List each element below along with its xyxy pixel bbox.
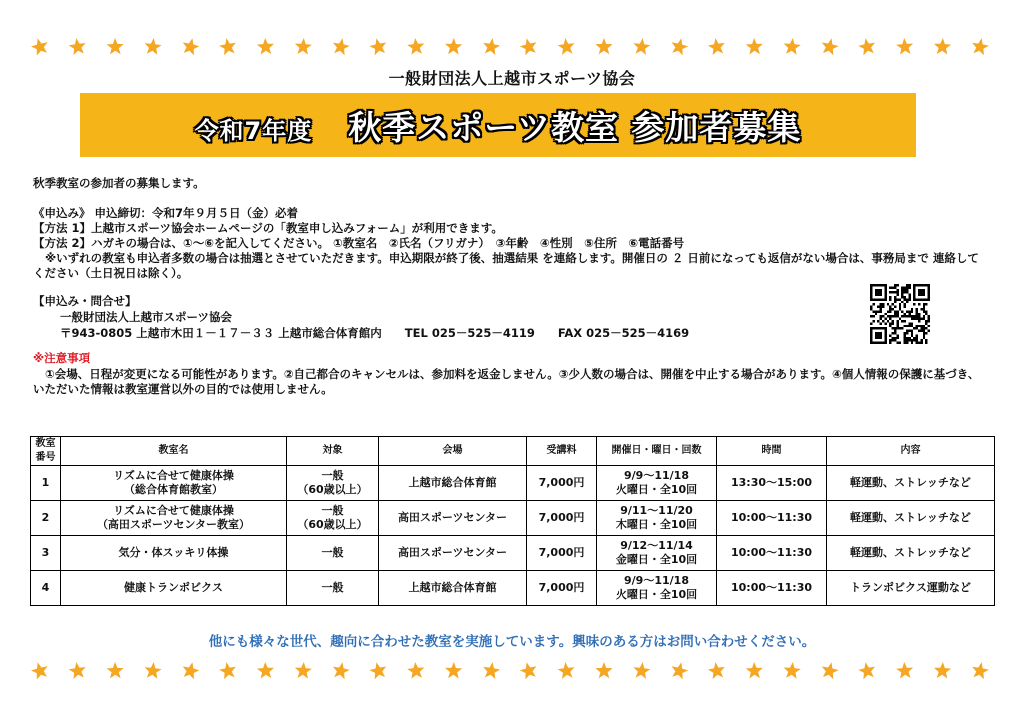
star-icon — [257, 38, 274, 55]
star-icon — [407, 662, 424, 679]
star-icon — [858, 662, 875, 679]
title-banner — [80, 93, 916, 157]
contact-heading: 【申込み・問合せ】 — [33, 294, 137, 308]
star-icon — [295, 662, 312, 679]
star-icon — [31, 38, 48, 55]
star-icon — [219, 662, 236, 679]
star-icon — [257, 662, 274, 679]
header-venue: 会場 — [379, 437, 527, 466]
table-row — [31, 466, 995, 501]
cell-date: 9/12～11/14 金曜日・全10回 — [597, 536, 717, 571]
star-icon — [107, 662, 124, 678]
star-icon — [746, 38, 763, 55]
cell-name: リズムに合せて健康体操 （高田スポーツセンター教室） — [61, 501, 287, 536]
cell-date: 9/11～11/20 木曜日・全10回 — [597, 501, 717, 536]
banner-title: 秋季スポーツ教室 参加者募集 — [348, 107, 802, 147]
intro-text: 秋季教室の参加者の募集します。 — [33, 176, 205, 190]
cell-target: 一般 — [287, 536, 379, 571]
cell-time: 13:30～15:00 — [717, 466, 827, 501]
star-icon — [746, 662, 763, 679]
star-icon — [445, 38, 462, 55]
star-icon — [633, 38, 650, 55]
star-icon — [69, 38, 86, 55]
star-icon — [69, 662, 86, 679]
cell-time: 10:00～11:30 — [717, 536, 827, 571]
star-icon — [333, 662, 350, 679]
cell-date: 9/9～11/18 火曜日・全10回 — [597, 571, 717, 606]
cell-target: 一般 （60歳以上） — [287, 466, 379, 501]
star-icon — [972, 662, 989, 679]
star-icon — [369, 38, 386, 55]
cell-fee: 7,000円 — [527, 536, 597, 571]
star-icon — [934, 662, 951, 679]
star-icon — [483, 38, 500, 55]
star-icon — [934, 38, 951, 55]
caution-body: ①会場、日程が変更になる可能性があります。②自己都合のキャンセルは、参加料を返金しません。③少人数の場合は、開催を中止する場合があります。④個人情報の保護に基づき、いただいた情報は教室運営以外の目的では使用しません。 — [33, 367, 980, 396]
star-icon — [672, 662, 689, 679]
table-row — [31, 571, 995, 606]
class-table — [30, 436, 995, 606]
organization-title: 一般財団法人上越市スポーツ協会 — [388, 69, 636, 88]
table-row — [31, 536, 995, 571]
star-icon — [708, 662, 725, 679]
star-icon — [595, 38, 612, 54]
star-icon — [219, 38, 236, 55]
cell-venue: 上越市総合体育館 — [379, 466, 527, 501]
star-icon — [295, 38, 312, 55]
cell-venue: 高田スポーツセンター — [379, 536, 527, 571]
star-icon — [520, 662, 537, 679]
star-icon — [558, 662, 575, 679]
caution-heading: ※注意事項 — [33, 351, 91, 365]
star-icon — [708, 38, 725, 55]
star-icon — [483, 662, 500, 679]
star-icon — [822, 38, 839, 55]
header-no: 教室番号 — [31, 437, 61, 466]
contact-name: 一般財団法人上越市スポーツ協会 — [60, 310, 233, 324]
star-icon — [520, 38, 537, 55]
star-icon — [445, 662, 462, 679]
star-icon — [858, 38, 875, 55]
application-method-2: 【方法 2】ハガキの場合は、①～⑥を記入してください。 ①教室名 ②氏名（フリガナ） ③年齢 ④性別 ⑤住所 ⑥電話番号 — [33, 236, 685, 250]
star-border-top — [30, 36, 990, 58]
star-icon — [558, 38, 575, 55]
star-icon — [183, 662, 200, 679]
cell-content: 軽運動、ストレッチなど — [827, 466, 995, 501]
cell-content: 軽運動、ストレッチなど — [827, 501, 995, 536]
header-date: 開催日・曜日・回数 — [597, 437, 717, 466]
cell-target: 一般 （60歳以上） — [287, 501, 379, 536]
star-icon — [972, 38, 989, 55]
star-icon — [672, 38, 689, 55]
star-icon — [784, 662, 801, 679]
header-time: 時間 — [717, 437, 827, 466]
cell-no: 1 — [31, 466, 61, 501]
contact-address: 〒943-0805 上越市木田１－１７－３３ 上越市総合体育館内 TEL 025－525－4119 FAX 025－525－4169 — [60, 326, 690, 340]
application-method-1: 【方法 1】上越市スポーツ協会ホームページの「教室申し込みフォーム」が利用できます。 — [33, 221, 503, 235]
closing-message: 他にも様々な世代、趣向に合わせた教室を実施しています。興味のある方はお問い合わせください。 — [208, 634, 816, 650]
application-note: ※いずれの教室も申込者多数の場合は抽選とさせていただきます。申込期限が終了後、抽選結果 を連絡します。開催日の ２ 日前になっても返信がない場合は、事務局まで 連絡してください（土日祝日は除く）。 — [33, 251, 979, 280]
star-icon — [145, 38, 162, 55]
cell-name: 気分・体スッキリ体操 — [61, 536, 287, 571]
star-icon — [183, 38, 200, 55]
star-border-bottom — [30, 660, 990, 682]
cell-time: 10:00～11:30 — [717, 501, 827, 536]
cell-no: 3 — [31, 536, 61, 571]
star-icon — [595, 662, 612, 678]
table-row — [31, 501, 995, 536]
application-deadline: 《申込み》 申込締切：令和7年９月５日（金）必着 — [33, 206, 299, 220]
cell-date: 9/9～11/18 火曜日・全10回 — [597, 466, 717, 501]
cell-no: 2 — [31, 501, 61, 536]
cell-name: リズムに合せて健康体操 （総合体育館教室） — [61, 466, 287, 501]
star-icon — [633, 662, 650, 679]
cell-fee: 7,000円 — [527, 466, 597, 501]
star-icon — [896, 38, 913, 55]
star-icon — [369, 662, 386, 679]
star-icon — [784, 38, 801, 55]
table-header-row — [31, 437, 995, 466]
cell-content: トランポビクス運動など — [827, 571, 995, 606]
cell-no: 4 — [31, 571, 61, 606]
qr-code — [870, 284, 930, 344]
cell-fee: 7,000円 — [527, 571, 597, 606]
cell-name: 健康トランポビクス — [61, 571, 287, 606]
star-icon — [407, 38, 424, 55]
star-icon — [31, 662, 48, 679]
star-icon — [822, 662, 839, 679]
cell-fee: 7,000円 — [527, 501, 597, 536]
cell-venue: 高田スポーツセンター — [379, 501, 527, 536]
cell-venue: 上越市総合体育館 — [379, 571, 527, 606]
header-fee: 受講料 — [527, 437, 597, 466]
header-target: 対象 — [287, 437, 379, 466]
banner-text — [195, 102, 802, 149]
banner-year: 令和7年度 — [194, 116, 313, 145]
star-icon — [896, 662, 913, 679]
star-icon — [333, 38, 350, 55]
header-name: 教室名 — [61, 437, 287, 466]
header-content: 内容 — [827, 437, 995, 466]
cell-target: 一般 — [287, 571, 379, 606]
cell-content: 軽運動、ストレッチなど — [827, 536, 995, 571]
star-icon — [145, 662, 162, 679]
cell-time: 10:00～11:30 — [717, 571, 827, 606]
star-icon — [107, 38, 124, 54]
